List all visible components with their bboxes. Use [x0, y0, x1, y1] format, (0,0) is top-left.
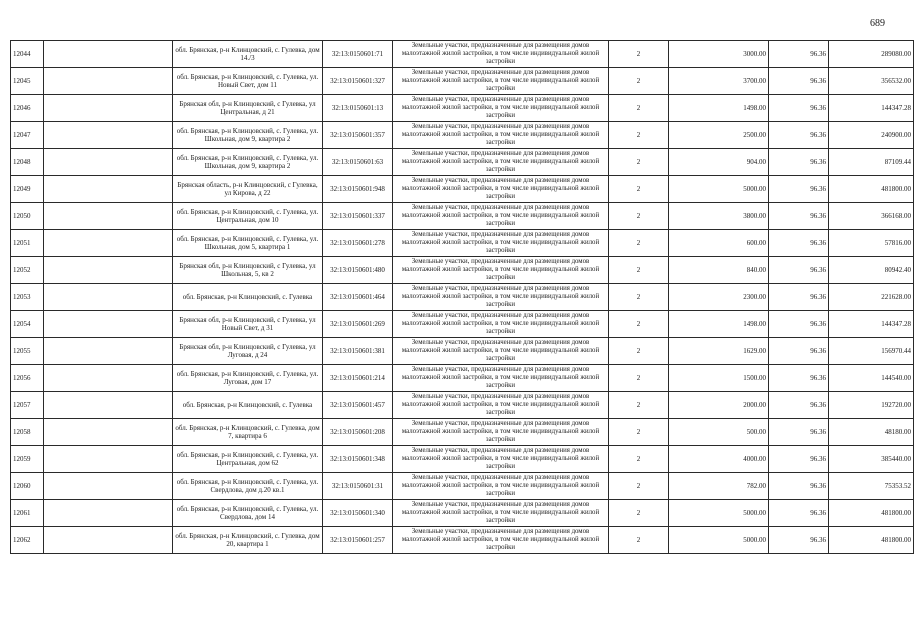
area-cell: 500.00	[669, 419, 769, 446]
cadastral-value-cell: 481800.00	[829, 500, 914, 527]
cadastral-number-cell: 32:13:0150601:348	[323, 446, 393, 473]
category-cell: 2	[609, 284, 669, 311]
unit-value-cell: 96.36	[769, 500, 829, 527]
table-row	[11, 68, 914, 95]
row-number-cell: 12055	[11, 338, 44, 365]
land-purpose-cell: Земельные участки, предназначенные для размещения домов малоэтажной жилой застройки, в том числе индивидуальной жилой застройки	[393, 392, 609, 419]
cadastral-value-cell: 144540.00	[829, 365, 914, 392]
unit-value-cell: 96.36	[769, 365, 829, 392]
address-cell: обл. Брянская, р-н Клинцовский, с. Гулевка	[173, 284, 323, 311]
address-cell: обл. Брянская, р-н Клинцовский, с. Гулевка, ул. Луговая, дом 17	[173, 365, 323, 392]
table-row	[11, 446, 914, 473]
unit-value-cell: 96.36	[769, 203, 829, 230]
cadastral-value-cell: 289080.00	[829, 41, 914, 68]
empty-cell	[44, 365, 173, 392]
category-cell: 2	[609, 203, 669, 230]
row-number-cell: 12046	[11, 95, 44, 122]
land-purpose-cell: Земельные участки, предназначенные для размещения домов малоэтажной жилой застройки, в том числе индивидуальной жилой застройки	[393, 257, 609, 284]
empty-cell	[44, 419, 173, 446]
registry-body	[11, 41, 914, 554]
cadastral-value-cell: 481800.00	[829, 527, 914, 554]
row-number-cell: 12054	[11, 311, 44, 338]
land-purpose-cell: Земельные участки, предназначенные для размещения домов малоэтажной жилой застройки, в том числе индивидуальной жилой застройки	[393, 446, 609, 473]
area-cell: 1629.00	[669, 338, 769, 365]
table-row	[11, 257, 914, 284]
unit-value-cell: 96.36	[769, 338, 829, 365]
cadastral-value-cell: 87109.44	[829, 149, 914, 176]
table-row	[11, 95, 914, 122]
area-cell: 5000.00	[669, 176, 769, 203]
cadastral-value-cell: 48180.00	[829, 419, 914, 446]
land-purpose-cell: Земельные участки, предназначенные для размещения домов малоэтажной жилой застройки, в том числе индивидуальной жилой застройки	[393, 230, 609, 257]
category-cell: 2	[609, 41, 669, 68]
address-cell: обл. Брянская, р-н Клинцовский, с. Гулевка, дом 7, квартира 6	[173, 419, 323, 446]
address-cell: Брянская обл, р-н Клинцовский, с Гулевка, ул Луговая, д 24	[173, 338, 323, 365]
table-row	[11, 284, 914, 311]
address-cell: обл. Брянская, р-н Клинцовский, с. Гулевка, ул. Школьная, дом 5, квартира 1	[173, 230, 323, 257]
area-cell: 600.00	[669, 230, 769, 257]
address-cell: обл. Брянская, р-н Клинцовский, с. Гулевка	[173, 392, 323, 419]
category-cell: 2	[609, 95, 669, 122]
cadastral-number-cell: 32:13:0150601:71	[323, 41, 393, 68]
row-number-cell: 12060	[11, 473, 44, 500]
area-cell: 4000.00	[669, 446, 769, 473]
area-cell: 5000.00	[669, 527, 769, 554]
address-cell: обл. Брянская, р-н Клинцовский, с. Гулевка, ул. Центральная, дом 62	[173, 446, 323, 473]
table-row	[11, 41, 914, 68]
address-cell: обл. Брянская, р-н Клинцовский, с. Гулевка, дом 20, квартира 1	[173, 527, 323, 554]
cadastral-number-cell: 32:13:0150601:214	[323, 365, 393, 392]
cadastral-value-cell: 57816.00	[829, 230, 914, 257]
unit-value-cell: 96.36	[769, 257, 829, 284]
unit-value-cell: 96.36	[769, 41, 829, 68]
area-cell: 1500.00	[669, 365, 769, 392]
address-cell: Брянская область, р-н Клинцовский, с Гулевка, ул Кирова, д 22	[173, 176, 323, 203]
cadastral-number-cell: 32:13:0150601:464	[323, 284, 393, 311]
cadastral-number-cell: 32:13:0150601:948	[323, 176, 393, 203]
address-cell: Брянская обл, р-н Клинцовский, с Гулевка, ул Школьная, 5, кв 2	[173, 257, 323, 284]
cadastral-number-cell: 32:13:0150601:257	[323, 527, 393, 554]
land-purpose-cell: Земельные участки, предназначенные для размещения домов малоэтажной жилой застройки, в том числе индивидуальной жилой застройки	[393, 338, 609, 365]
row-number-cell: 12047	[11, 122, 44, 149]
empty-cell	[44, 257, 173, 284]
table-row	[11, 149, 914, 176]
address-cell: обл. Брянская, р-н Клинцовский, с. Гулевка, ул. Школьная, дом 9, квартира 2	[173, 122, 323, 149]
unit-value-cell: 96.36	[769, 446, 829, 473]
row-number-cell: 12049	[11, 176, 44, 203]
area-cell: 3700.00	[669, 68, 769, 95]
category-cell: 2	[609, 446, 669, 473]
table-row	[11, 230, 914, 257]
empty-cell	[44, 311, 173, 338]
category-cell: 2	[609, 68, 669, 95]
land-purpose-cell: Земельные участки, предназначенные для размещения домов малоэтажной жилой застройки, в том числе индивидуальной жилой застройки	[393, 95, 609, 122]
cadastral-value-cell: 221628.00	[829, 284, 914, 311]
category-cell: 2	[609, 149, 669, 176]
row-number-cell: 12051	[11, 230, 44, 257]
cadastral-number-cell: 32:13:0150601:63	[323, 149, 393, 176]
category-cell: 2	[609, 257, 669, 284]
empty-cell	[44, 446, 173, 473]
address-cell: обл. Брянская, р-н Клинцовский, с. Гулевка, ул. Центральная, дом 10	[173, 203, 323, 230]
row-number-cell: 12053	[11, 284, 44, 311]
land-purpose-cell: Земельные участки, предназначенные для размещения домов малоэтажной жилой застройки, в том числе индивидуальной жилой застройки	[393, 203, 609, 230]
cadastral-value-cell: 366168.00	[829, 203, 914, 230]
empty-cell	[44, 338, 173, 365]
cadastral-value-cell: 75353.52	[829, 473, 914, 500]
area-cell: 3800.00	[669, 203, 769, 230]
table-row	[11, 500, 914, 527]
page-number: 689	[870, 18, 885, 29]
area-cell: 1498.00	[669, 95, 769, 122]
area-cell: 782.00	[669, 473, 769, 500]
cadastral-number-cell: 32:13:0150601:340	[323, 500, 393, 527]
address-cell: обл. Брянская, р-н Клинцовский, с. Гулевка, дом 14./3	[173, 41, 323, 68]
unit-value-cell: 96.36	[769, 527, 829, 554]
empty-cell	[44, 203, 173, 230]
land-purpose-cell: Земельные участки, предназначенные для размещения домов малоэтажной жилой застройки, в том числе индивидуальной жилой застройки	[393, 284, 609, 311]
cadastral-value-cell: 144347.28	[829, 311, 914, 338]
table-row	[11, 419, 914, 446]
empty-cell	[44, 41, 173, 68]
empty-cell	[44, 149, 173, 176]
unit-value-cell: 96.36	[769, 68, 829, 95]
empty-cell	[44, 68, 173, 95]
land-registry-table	[10, 40, 914, 554]
area-cell: 2300.00	[669, 284, 769, 311]
address-cell: обл. Брянская, р-н Клинцовский, с. Гулевка, ул. Новый Свет, дом 11	[173, 68, 323, 95]
land-purpose-cell: Земельные участки, предназначенные для размещения домов малоэтажной жилой застройки, в том числе индивидуальной жилой застройки	[393, 68, 609, 95]
cadastral-number-cell: 32:13:0150601:269	[323, 311, 393, 338]
table-row	[11, 311, 914, 338]
land-purpose-cell: Земельные участки, предназначенные для размещения домов малоэтажной жилой застройки, в том числе индивидуальной жилой застройки	[393, 41, 609, 68]
row-number-cell: 12058	[11, 419, 44, 446]
empty-cell	[44, 122, 173, 149]
cadastral-number-cell: 32:13:0150601:337	[323, 203, 393, 230]
row-number-cell: 12057	[11, 392, 44, 419]
area-cell: 2000.00	[669, 392, 769, 419]
address-cell: обл. Брянская, р-н Клинцовский, с. Гулевка, ул. Школьная, дом 9, квартира 2	[173, 149, 323, 176]
address-cell: Брянская обл, р-н Клинцовский, с Гулевка, ул Центральная, д 21	[173, 95, 323, 122]
unit-value-cell: 96.36	[769, 149, 829, 176]
area-cell: 3000.00	[669, 41, 769, 68]
cadastral-number-cell: 32:13:0150601:278	[323, 230, 393, 257]
empty-cell	[44, 95, 173, 122]
category-cell: 2	[609, 419, 669, 446]
cadastral-number-cell: 32:13:0150601:381	[323, 338, 393, 365]
cadastral-number-cell: 32:13:0150601:457	[323, 392, 393, 419]
land-purpose-cell: Земельные участки, предназначенные для размещения домов малоэтажной жилой застройки, в том числе индивидуальной жилой застройки	[393, 176, 609, 203]
unit-value-cell: 96.36	[769, 95, 829, 122]
cadastral-value-cell: 385440.00	[829, 446, 914, 473]
land-purpose-cell: Земельные участки, предназначенные для размещения домов малоэтажной жилой застройки, в том числе индивидуальной жилой застройки	[393, 149, 609, 176]
category-cell: 2	[609, 122, 669, 149]
cadastral-value-cell: 356532.00	[829, 68, 914, 95]
unit-value-cell: 96.36	[769, 176, 829, 203]
land-purpose-cell: Земельные участки, предназначенные для размещения домов малоэтажной жилой застройки, в том числе индивидуальной жилой застройки	[393, 122, 609, 149]
row-number-cell: 12056	[11, 365, 44, 392]
cadastral-number-cell: 32:13:0150601:13	[323, 95, 393, 122]
cadastral-value-cell: 144347.28	[829, 95, 914, 122]
cadastral-number-cell: 32:13:0150601:357	[323, 122, 393, 149]
empty-cell	[44, 392, 173, 419]
category-cell: 2	[609, 473, 669, 500]
empty-cell	[44, 473, 173, 500]
cadastral-value-cell: 481800.00	[829, 176, 914, 203]
category-cell: 2	[609, 338, 669, 365]
land-purpose-cell: Земельные участки, предназначенные для размещения домов малоэтажной жилой застройки, в том числе индивидуальной жилой застройки	[393, 419, 609, 446]
area-cell: 1498.00	[669, 311, 769, 338]
category-cell: 2	[609, 176, 669, 203]
category-cell: 2	[609, 392, 669, 419]
category-cell: 2	[609, 230, 669, 257]
row-number-cell: 12062	[11, 527, 44, 554]
table-row	[11, 392, 914, 419]
unit-value-cell: 96.36	[769, 311, 829, 338]
area-cell: 2500.00	[669, 122, 769, 149]
empty-cell	[44, 284, 173, 311]
row-number-cell: 12045	[11, 68, 44, 95]
row-number-cell: 12052	[11, 257, 44, 284]
table-row	[11, 473, 914, 500]
category-cell: 2	[609, 527, 669, 554]
address-cell: обл. Брянская, р-н Клинцовский, с. Гулевка, ул. Свердлова, дом 14	[173, 500, 323, 527]
unit-value-cell: 96.36	[769, 122, 829, 149]
row-number-cell: 12059	[11, 446, 44, 473]
cadastral-number-cell: 32:13:0150601:208	[323, 419, 393, 446]
cadastral-value-cell: 156970.44	[829, 338, 914, 365]
row-number-cell: 12048	[11, 149, 44, 176]
land-purpose-cell: Земельные участки, предназначенные для размещения домов малоэтажной жилой застройки, в том числе индивидуальной жилой застройки	[393, 311, 609, 338]
land-purpose-cell: Земельные участки, предназначенные для размещения домов малоэтажной жилой застройки, в том числе индивидуальной жилой застройки	[393, 473, 609, 500]
cadastral-number-cell: 32:13:0150601:480	[323, 257, 393, 284]
cadastral-value-cell: 240900.00	[829, 122, 914, 149]
unit-value-cell: 96.36	[769, 419, 829, 446]
category-cell: 2	[609, 500, 669, 527]
table-row	[11, 365, 914, 392]
table-row	[11, 338, 914, 365]
cadastral-number-cell: 32:13:0150601:327	[323, 68, 393, 95]
cadastral-value-cell: 192720.00	[829, 392, 914, 419]
area-cell: 840.00	[669, 257, 769, 284]
land-purpose-cell: Земельные участки, предназначенные для размещения домов малоэтажной жилой застройки, в том числе индивидуальной жилой застройки	[393, 500, 609, 527]
category-cell: 2	[609, 365, 669, 392]
category-cell: 2	[609, 311, 669, 338]
unit-value-cell: 96.36	[769, 473, 829, 500]
row-number-cell: 12050	[11, 203, 44, 230]
land-purpose-cell: Земельные участки, предназначенные для размещения домов малоэтажной жилой застройки, в том числе индивидуальной жилой застройки	[393, 365, 609, 392]
row-number-cell: 12044	[11, 41, 44, 68]
area-cell: 5000.00	[669, 500, 769, 527]
land-purpose-cell: Земельные участки, предназначенные для размещения домов малоэтажной жилой застройки, в том числе индивидуальной жилой застройки	[393, 527, 609, 554]
table-row	[11, 176, 914, 203]
table-row	[11, 122, 914, 149]
cadastral-number-cell: 32:13:0150601:31	[323, 473, 393, 500]
empty-cell	[44, 500, 173, 527]
address-cell: Брянская обл, р-н Клинцовский, с Гулевка, ул Новый Свет, д 31	[173, 311, 323, 338]
cadastral-value-cell: 80942.40	[829, 257, 914, 284]
unit-value-cell: 96.36	[769, 392, 829, 419]
unit-value-cell: 96.36	[769, 284, 829, 311]
unit-value-cell: 96.36	[769, 230, 829, 257]
empty-cell	[44, 176, 173, 203]
table-row	[11, 203, 914, 230]
empty-cell	[44, 527, 173, 554]
address-cell: обл. Брянская, р-н Клинцовский, с. Гулевка, ул. Свердлова, дом д.20 кв.1	[173, 473, 323, 500]
row-number-cell: 12061	[11, 500, 44, 527]
empty-cell	[44, 230, 173, 257]
table-row	[11, 527, 914, 554]
area-cell: 904.00	[669, 149, 769, 176]
